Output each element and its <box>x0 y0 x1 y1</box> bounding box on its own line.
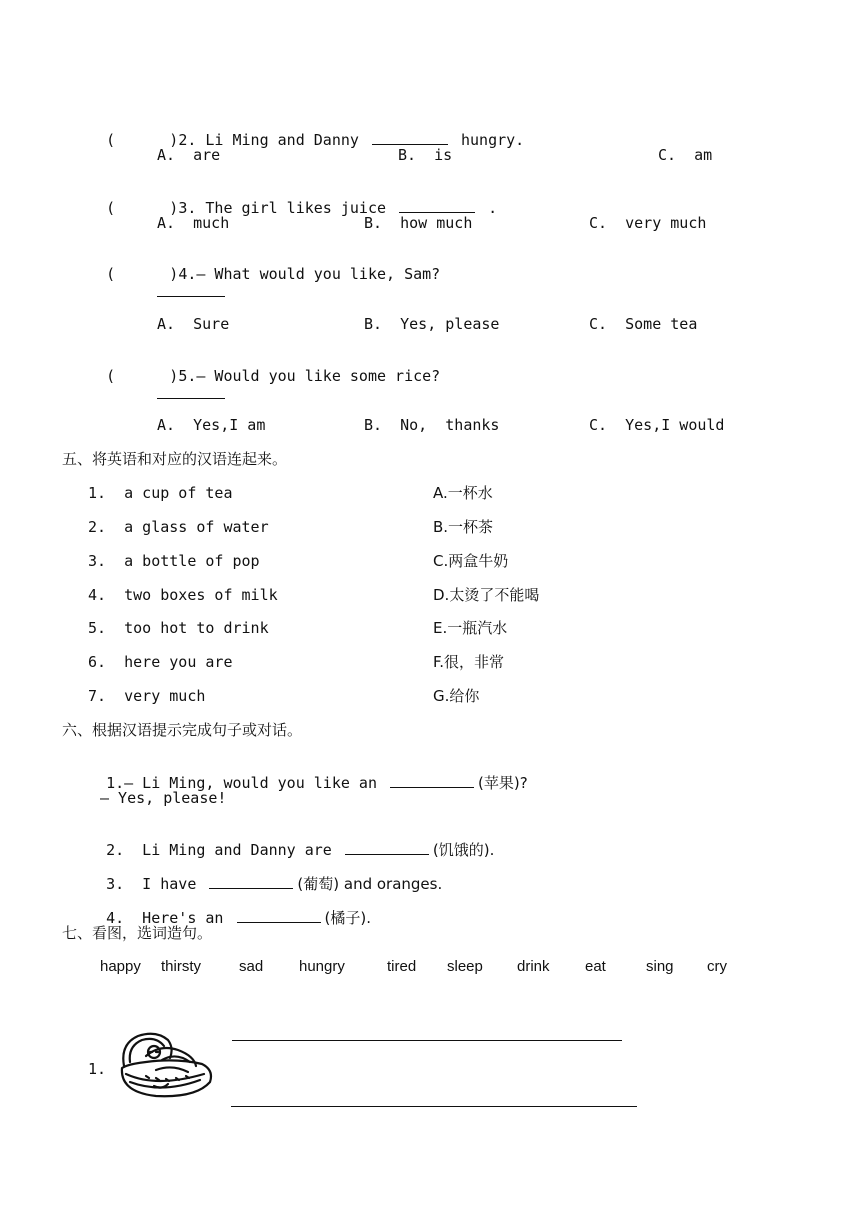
answer-blank[interactable] <box>372 130 448 145</box>
word-tired: tired <box>387 958 417 975</box>
word-sing: sing <box>646 958 674 975</box>
answer-blank[interactable] <box>209 874 293 889</box>
match-left-6[interactable]: 6. here you are <box>88 653 233 671</box>
q-number: 5. <box>178 367 197 385</box>
match-left-2[interactable]: 2. a glass of water <box>88 518 269 536</box>
hint-text: (橘子). <box>324 909 371 927</box>
word-eat: eat <box>585 958 606 975</box>
match-right-d[interactable]: D.太烫了不能喝 <box>433 586 540 604</box>
s6-q1-line <box>88 755 528 792</box>
q3-option-c[interactable]: C. very much <box>589 214 707 232</box>
q-text: Li Ming and Danny <box>205 131 359 149</box>
match-left-1[interactable]: 1. a cup of tea <box>88 484 233 502</box>
section5-title: 五、将英语和对应的汉语连起来。 <box>62 450 288 468</box>
q2-line <box>88 112 524 149</box>
q-text: — Would you like some rice? <box>196 367 441 385</box>
q-number: 3. <box>178 199 197 217</box>
match-right-c[interactable]: C.两盒牛奶 <box>433 552 509 570</box>
answer-blank[interactable] <box>345 840 429 855</box>
s6-q4-line <box>88 890 371 927</box>
word-drink: drink <box>517 958 550 975</box>
q4-option-a[interactable]: A. Sure <box>157 315 230 333</box>
word-happy: happy <box>100 958 141 975</box>
match-right-g[interactable]: G.给你 <box>433 687 480 705</box>
q3-line <box>88 180 497 217</box>
match-left-4[interactable]: 4. two boxes of milk <box>88 586 278 604</box>
section7-title: 七、看图，选词造句。 <box>62 924 213 942</box>
word-cry: cry <box>707 958 727 975</box>
answer-line-1[interactable] <box>232 1040 622 1041</box>
q3-option-b[interactable]: B. how much <box>364 214 473 232</box>
answer-paren[interactable]: ( ) <box>106 265 179 283</box>
answer-paren[interactable]: ( ) <box>106 131 179 149</box>
answer-paren[interactable]: ( ) <box>106 199 179 217</box>
s6-q2-line <box>88 822 494 859</box>
word-sleep: sleep <box>447 958 483 975</box>
q3-option-a[interactable]: A. much <box>157 214 230 232</box>
s6-q3-line <box>88 856 442 893</box>
word-thirsty: thirsty <box>161 958 202 975</box>
q-number: 2. <box>178 131 197 149</box>
q5-option-b[interactable]: B. No, thanks <box>364 416 500 434</box>
match-left-7[interactable]: 7. very much <box>88 687 206 705</box>
match-right-e[interactable]: E.一瓶汽水 <box>433 619 508 637</box>
q-text: — What would you like, Sam? <box>196 265 441 283</box>
answer-paren[interactable]: ( ) <box>106 367 179 385</box>
q4-option-c[interactable]: C. Some tea <box>589 315 698 333</box>
word-hungry: hungry <box>299 958 345 975</box>
q-text: 2. Li Ming and Danny are <box>106 841 332 859</box>
q5-line <box>88 349 440 385</box>
match-right-a[interactable]: A.一杯水 <box>433 484 493 502</box>
hint-text: (饥饿的). <box>432 841 495 859</box>
q2-option-b[interactable]: B. is <box>398 146 453 164</box>
s6-q1-reply: — Yes, please! <box>100 789 227 807</box>
answer-blank[interactable] <box>399 198 475 213</box>
hint-text: (葡萄) and oranges. <box>297 875 443 893</box>
q4-option-b[interactable]: B. Yes, please <box>364 315 500 333</box>
answer-line-2[interactable] <box>231 1106 637 1107</box>
match-left-5[interactable]: 5. too hot to drink <box>88 619 269 637</box>
q-number: 4. <box>178 265 197 283</box>
answer-line[interactable] <box>157 398 225 399</box>
answer-line[interactable] <box>157 296 225 297</box>
s7-item-number: 1. <box>88 1060 107 1078</box>
answer-blank[interactable] <box>237 908 321 923</box>
q-text: The girl likes juice <box>205 199 387 217</box>
answer-blank[interactable] <box>390 773 474 788</box>
q4-line <box>88 247 440 283</box>
baby-cradle-image <box>116 1030 216 1102</box>
q-text: 1.— Li Ming, would you like an <box>106 774 377 792</box>
match-right-b[interactable]: B.一杯茶 <box>433 518 494 536</box>
match-right-f[interactable]: F.很，非常 <box>433 653 504 671</box>
q-text-end: hungry. <box>461 131 525 149</box>
q-text-end: . <box>488 199 498 217</box>
word-sad: sad <box>239 958 264 975</box>
section6-title: 六、根据汉语提示完成句子或对话。 <box>62 721 303 739</box>
hint-text: (苹果)? <box>478 774 528 792</box>
q5-option-c[interactable]: C. Yes,I would <box>589 416 725 434</box>
q5-option-a[interactable]: A. Yes,I am <box>157 416 266 434</box>
match-left-3[interactable]: 3. a bottle of pop <box>88 552 260 570</box>
q2-option-a[interactable]: A. are <box>157 146 221 164</box>
q-text: 4. Here's an <box>106 909 224 927</box>
q2-option-c[interactable]: C. am <box>658 146 713 164</box>
q-text: 3. I have <box>106 875 197 893</box>
